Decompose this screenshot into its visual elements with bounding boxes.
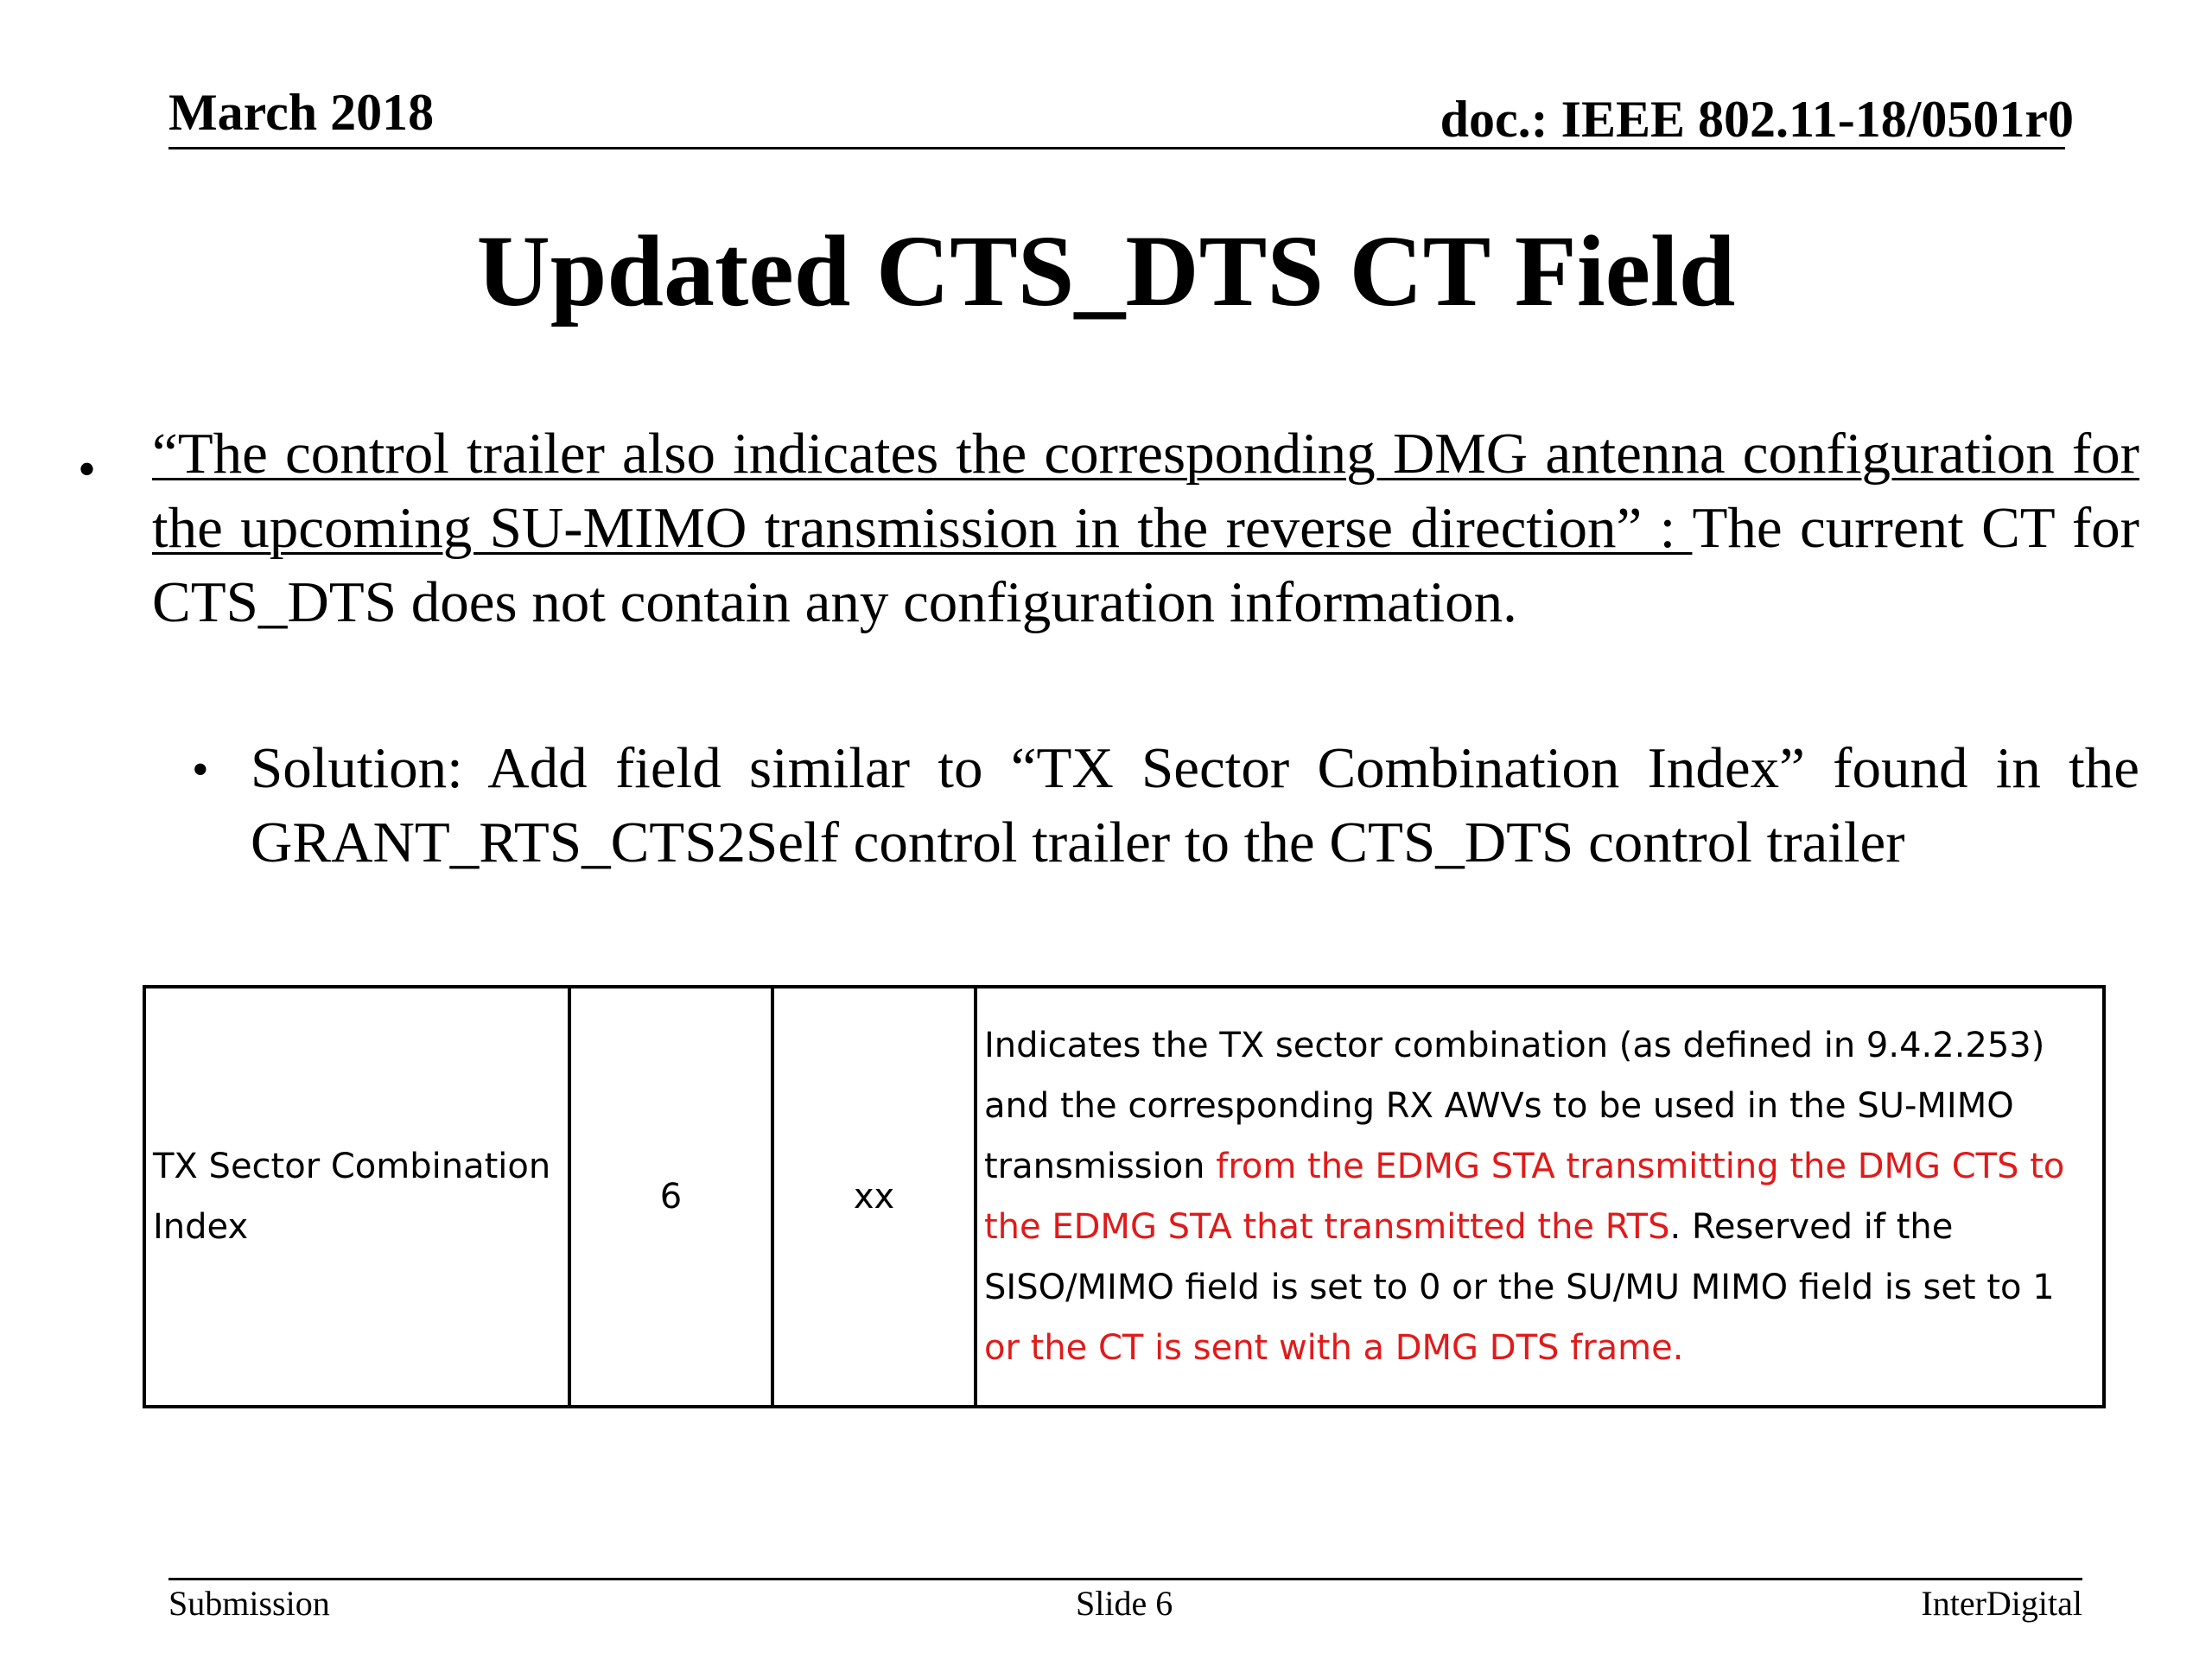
field-bits-cell: 6	[569, 987, 772, 1407]
header-divider	[168, 147, 2065, 149]
field-table	[143, 985, 2106, 1408]
bullet-icon: •	[78, 441, 97, 498]
description-highlight: or the CT is sent with a DMG DTS frame.	[984, 1328, 1684, 1368]
bullet-body: The current CT for CTS_DTS does not contain any configuration information.	[152, 496, 2139, 634]
main-bullet	[152, 416, 2139, 639]
field-name-cell: TX Sector Combination Index	[144, 987, 569, 1407]
field-description-cell	[976, 987, 2104, 1407]
description-text: Indicates the TX sector combination (as defined in 9.4.2.253) and the corresponding RX AWVs to be used in the SU-MIMO transmission	[984, 1026, 2045, 1186]
field-value-cell: xx	[772, 987, 976, 1407]
description-highlight: from the EDMG STA transmitting the DMG CTS to the EDMG STA that transmitted the RTS	[984, 1147, 2065, 1247]
bullet-quote: “The control trailer also indicates the corresponding DMG antenna configuration for the upcoming SU-MIMO transmission in the reverse direction” :	[152, 422, 2139, 560]
table-row	[144, 987, 2104, 1407]
footer-divider	[168, 1578, 2082, 1580]
slide-title: Updated CTS_DTS CT Field	[476, 214, 1736, 327]
footer-company: InterDigital	[1921, 1584, 2082, 1623]
footer-submission: Submission	[168, 1584, 330, 1623]
header-date: March 2018	[168, 84, 435, 141]
footer-slide-number: Slide 6	[1076, 1584, 1173, 1623]
sub-bullet-icon: •	[192, 743, 209, 797]
sub-bullet: Solution: Add field similar to “TX Sector Combination Index” found in the GRANT_RTS_CTS2Self control trailer to the CTS_DTS control trailer	[251, 736, 2139, 874]
header-doc-id: doc.: IEEE 802.11-18/0501r0	[1440, 91, 2074, 148]
description-text: . Reserved if the SISO/MIMO field is set to 0 or the SU/MU MIMO field is set to 1	[984, 1207, 2055, 1307]
